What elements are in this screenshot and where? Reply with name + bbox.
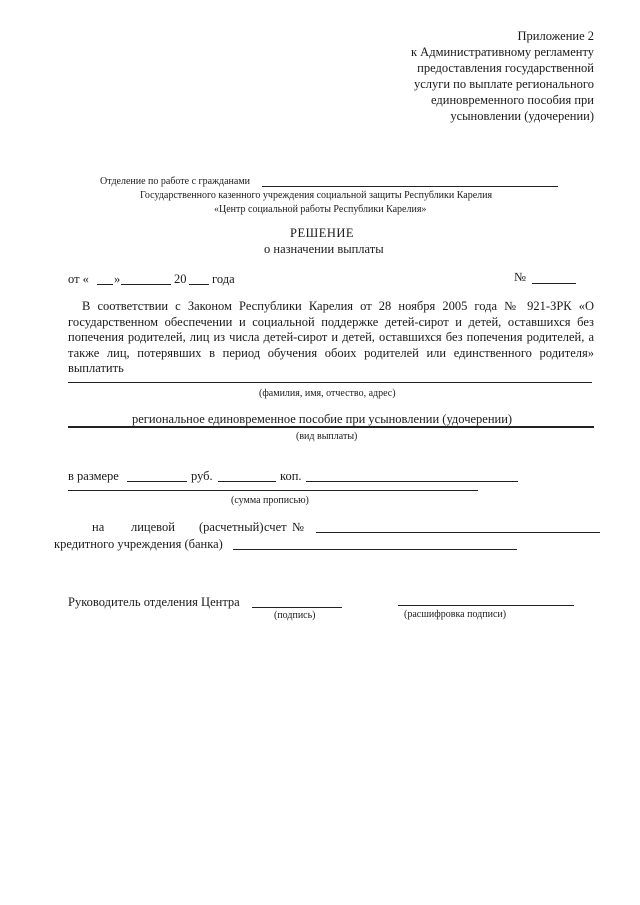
department-institution: Государственного казенного учреждения социальной защиты Республики Карелия bbox=[140, 190, 493, 201]
appendix-block bbox=[411, 28, 594, 124]
account-number-line bbox=[316, 532, 600, 533]
account-number-sign: № bbox=[292, 520, 304, 534]
payment-type-caption: (вид выплаты) bbox=[296, 431, 358, 442]
amount-prefix: в размере bbox=[68, 469, 119, 483]
appendix-line: усыновлении (удочерении) bbox=[450, 109, 594, 123]
account-word: счет bbox=[264, 520, 287, 534]
amount-words-line-2 bbox=[68, 490, 478, 491]
account-word: на bbox=[92, 520, 105, 534]
signature-caption: (подпись) bbox=[274, 610, 316, 621]
payment-type-line bbox=[68, 426, 594, 428]
number-line bbox=[532, 283, 576, 284]
date-middle: » bbox=[114, 272, 121, 286]
appendix-line: к Административному регламенту bbox=[410, 45, 594, 59]
signature-head: Руководитель отделения Центра bbox=[68, 595, 240, 609]
appendix-line: Приложение 2 bbox=[517, 29, 594, 43]
department-center: «Центр социальной работы Республики Карелия» bbox=[214, 204, 427, 215]
payment-type: региональное единовременное пособие при усыновлении (удочерении) bbox=[132, 412, 513, 426]
appendix-line: единовременного пособия при bbox=[431, 93, 594, 107]
signature-line bbox=[252, 607, 342, 608]
amount-words-line-1 bbox=[306, 481, 518, 482]
amount-rub-label: руб. bbox=[191, 469, 213, 483]
department-fill-line bbox=[262, 186, 558, 187]
account-word: лицевой bbox=[131, 520, 175, 534]
date-day-line bbox=[97, 284, 113, 285]
body-text: В соответствии с Законом Республики Карелия от 28 ноября 2005 года № 921-ЗРК «О государственном обеспечении и социальной поддержке детей-сирот и детей, оставшихся без попечения родителей, лиц из числа детей-сирот и детей, оставшихся без попечения родителей, а также лиц, потерявших в период обучения обоих родителей или единственного родителя» выплатить bbox=[68, 299, 594, 375]
amount-rub-line bbox=[127, 481, 187, 482]
amount-kop-label: коп. bbox=[280, 469, 302, 483]
bank-line bbox=[233, 549, 517, 550]
signature-decode-line bbox=[398, 605, 574, 606]
document-title: РЕШЕНИЕ bbox=[290, 226, 355, 240]
date-prefix: от « bbox=[68, 272, 89, 286]
fio-line bbox=[68, 382, 592, 383]
date-year-line bbox=[189, 284, 209, 285]
date-suffix: года bbox=[212, 272, 235, 286]
amount-kop-line bbox=[218, 481, 276, 482]
appendix-line: услуги по выплате регионального bbox=[413, 77, 594, 91]
date-year-prefix: 20 bbox=[174, 272, 187, 286]
fio-caption: (фамилия, имя, отчество, адрес) bbox=[259, 388, 396, 399]
appendix-line: предоставления государственной bbox=[417, 61, 594, 75]
department-label: Отделение по работе с гражданами bbox=[100, 176, 250, 187]
number-label: № bbox=[514, 270, 526, 284]
signature-decode-caption: (расшифровка подписи) bbox=[404, 609, 507, 620]
document-subtitle: о назначении выплаты bbox=[264, 242, 384, 256]
account-word: (расчетный) bbox=[199, 520, 264, 534]
amount-caption: (сумма прописью) bbox=[231, 495, 309, 506]
bank-label: кредитного учреждения (банка) bbox=[54, 537, 223, 551]
date-month-line bbox=[121, 284, 171, 285]
